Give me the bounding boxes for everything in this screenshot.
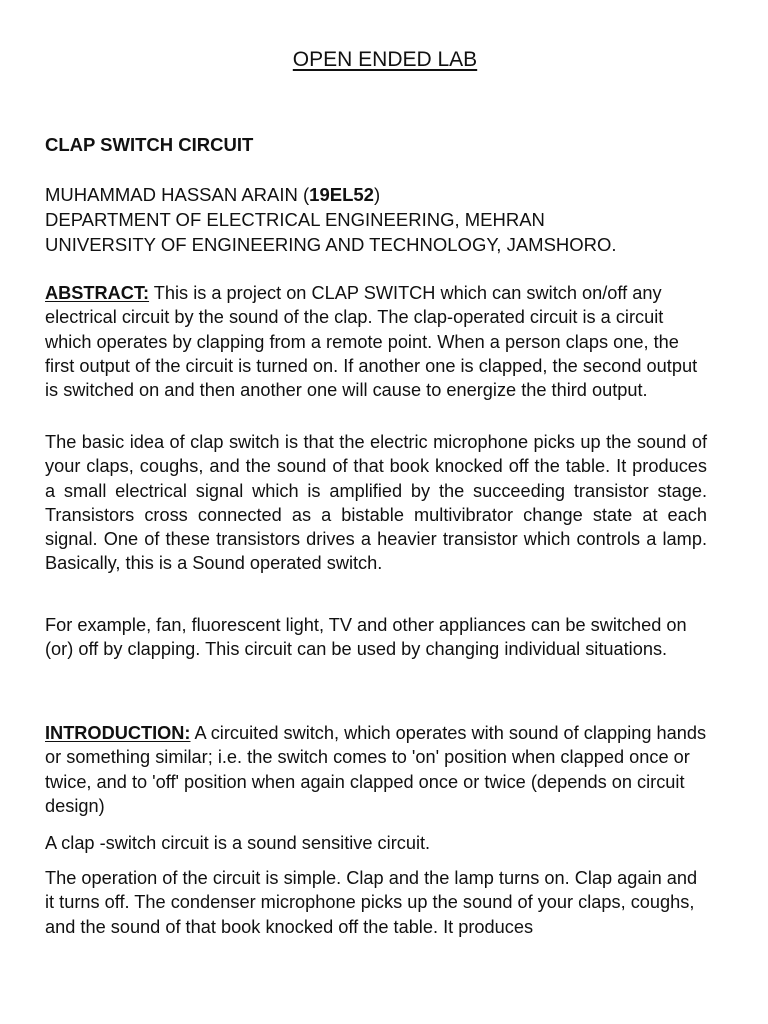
roll-number: 19EL52 bbox=[309, 184, 374, 205]
document-title: OPEN ENDED LAB bbox=[292, 48, 478, 71]
author-line bbox=[45, 182, 617, 207]
example-paragraph: For example, fan, fluorescent light, TV and other appliances can be switched on (or) off by clapping. This circuit can be used by changing individual situations. bbox=[45, 615, 687, 660]
abstract-label: ABSTRACT: bbox=[45, 283, 150, 303]
department-line-1: DEPARTMENT OF ELECTRICAL ENGINEERING, MEHRAN bbox=[45, 209, 545, 230]
abstract-text: This is a project on CLAP SWITCH which can switch on/off any electrical circuit by the sound of the clap. The clap-operated circuit is a circuit which operates by clapping from a remote point. When a person claps one, the first output of the circuit is turned on. If another one is clapped, the second output is switched on and then another one will cause to energize the third output. bbox=[45, 283, 698, 401]
author-block bbox=[45, 182, 617, 257]
basic-idea-paragraph: The basic idea of clap switch is that the electric microphone picks up the sound of your claps, coughs, and the sound of that book knocked off the table. It produces a small electrical signal which is amplified by the succeeding transistor stage. Transistors cross connected as a bistable multivibrator change state at each signal. One of these transistors drives a heavier transistor which controls a lamp. Basically, this is a Sound operated switch. bbox=[45, 432, 707, 574]
abstract-paragraph bbox=[45, 281, 707, 402]
introduction-paragraph bbox=[45, 721, 707, 818]
department-line-2: UNIVERSITY OF ENGINEERING AND TECHNOLOGY, JAMSHORO. bbox=[45, 234, 617, 255]
clap-definition-paragraph: A clap -switch circuit is a sound sensitive circuit. bbox=[45, 833, 431, 853]
author-name-suffix: ) bbox=[373, 184, 381, 205]
introduction-text: A circuited switch, which operates with sound of clapping hands or something similar; i.e. the switch comes to 'on' position when clapped once or twice, and to 'off' position when again clapped once or twice (depends on circuit design) bbox=[45, 723, 707, 816]
project-heading: CLAP SWITCH CIRCUIT bbox=[45, 134, 254, 155]
operation-paragraph: The operation of the circuit is simple. Clap and the lamp turns on. Clap again and it turns off. The condenser microphone picks up the sound of your claps, coughs, and the sound of that book knocked off the table. It produces bbox=[45, 868, 698, 937]
introduction-label: INTRODUCTION: bbox=[45, 723, 191, 743]
author-name: MUHAMMAD HASSAN ARAIN ( bbox=[45, 184, 310, 205]
